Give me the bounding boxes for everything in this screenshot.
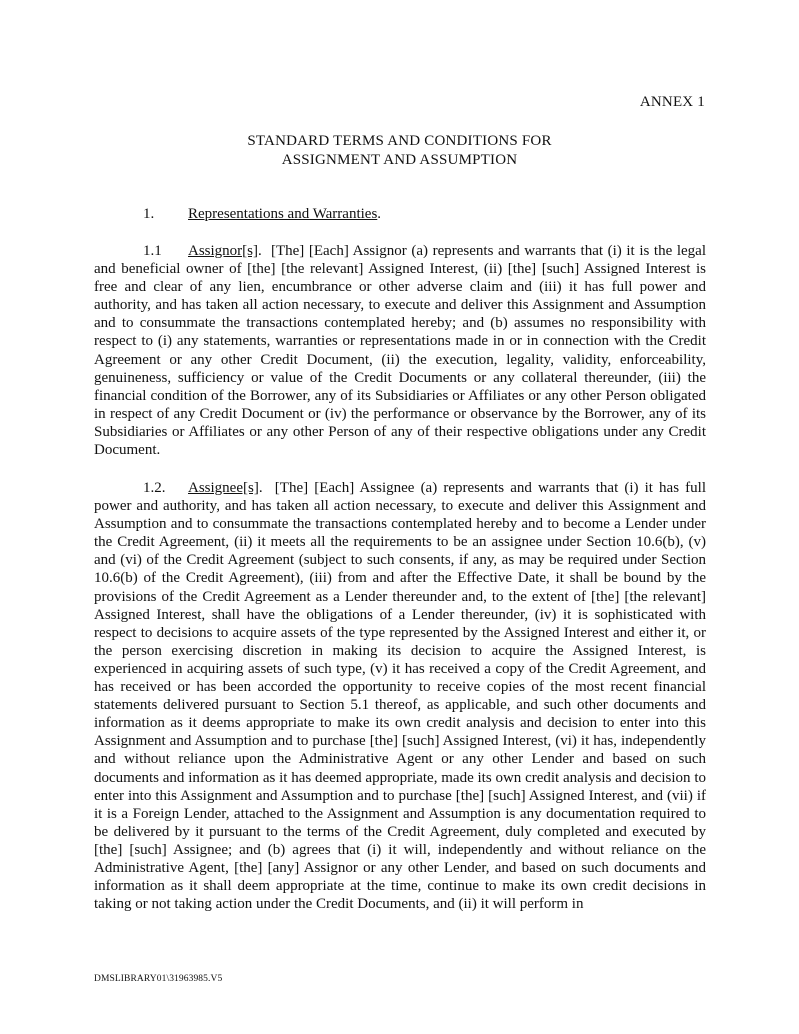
paragraph-1-1 (94, 242, 706, 459)
section-1-title-suffix: . (377, 206, 382, 222)
paragraph-1-2-text: [The] [Each] Assignee (a) represents and warrants that (i) it has full power and authority, and has taken all action necessary, to execute and deliver this Assignment and Assumption and to consummate the transactions contemplated hereby and to become a Lender under the Credit Agreement, (ii) it meets all the requirements to be an assignee under Section 10.6(b), (v) and (vi) of the Credit Agreement (subject to such consents, if any, as may be required under Section 10.6(b) of the Credit Agreement), (iii) from and after the Effective Date, it shall be bound by the provisions of the Credit Agreement as a Lender thereunder and, to the extent of [the] [the relevant] Assigned Interest, shall have the obligations of a Lender thereunder, (iv) it is sophisticated with respect to decisions to acquire assets of the type represented by the Assigned Interest and either it, or the person exercising discretion in making its decision to acquire the Assigned Interest, is experienced in acquiring assets of such type, (v) it has received a copy of the Credit Agreement, and has received or has been accorded the opportunity to receive copies of the most recent financial statements delivered pursuant to Section 5.1 thereof, as applicable, and such other documents and information as it deems appropriate to make its own credit analysis and decision to enter into this Assignment and Assumption and to purchase [the] [such] Assigned Interest, (vi) it has, independently and without reliance upon the Administrative Agent or any other Lender and based on such documents and information as it has deemed appropriate, made its own credit analysis and decision to enter into this Assignment and Assumption and to purchase [the] [such] Assigned Interest, and (vii) if it is a Foreign Lender, attached to the Assignment and Assumption is any documentation required to be delivered by it pursuant to the terms of the Credit Agreement, duly completed and executed by [the] [such] Assignee; and (b) agrees that (i) it will, independently and without reliance on the Administrative Agent, [the] [any] Assignor or any other Lender, and based on such documents and information as it shall deem appropriate at the time, continue to make its own credit decisions in taking or not taking action under the Credit Documents, and (ii) it will perform in (94, 480, 706, 913)
paragraph-1-1-text: [The] [Each] Assignor (a) represents and warrants that (i) it is the legal and beneficial owner of [the] [the relevant] Assigned Interest, (ii) [the] [such] Assigned Interest is free and clear of any lien, encumbrance or other adverse claim and (iii) it has full power and authority, and has taken all action necessary, to execute and deliver this Assignment and Assumption and to consummate the transactions contemplated hereby; and (b) assumes no responsibility with respect to (i) any statements, warranties or representations made in or in connection with the Credit Agreement or any other Credit Document, (ii) the execution, legality, validity, enforceability, genuineness, sufficiency or value of the Credit Documents or any collateral thereunder, (iii) the financial condition of the Borrower, any of its Subsidiaries or Affiliates or any other Person obligated in respect of any Credit Document or (iv) the performance or observance by the Borrower, any of its Subsidiaries or Affiliates or any other Person of any of their respective obligations under any Credit Document. (94, 243, 706, 459)
section-1-number: 1. (143, 206, 155, 222)
annex-label: ANNEX 1 (639, 94, 705, 110)
paragraph-1-1-heading: Assignor[s] (188, 243, 258, 259)
document-title (0, 132, 799, 170)
title-line-1: STANDARD TERMS AND CONDITIONS FOR (247, 133, 552, 149)
paragraph-1-2-heading-suffix: . (258, 480, 263, 496)
paragraph-1-2-heading: Assignee[s] (188, 480, 259, 496)
title-line-2: ASSIGNMENT AND ASSUMPTION (281, 152, 518, 168)
section-1-heading (143, 206, 381, 223)
paragraph-1-1-heading-suffix: . (258, 243, 262, 259)
paragraph-1-2 (94, 479, 706, 913)
paragraph-1-2-number: 1.2. (143, 480, 166, 496)
document-footer-id: DMSLIBRARY01\31963985.V5 (94, 974, 223, 984)
paragraph-1-1-number: 1.1 (143, 243, 162, 259)
section-1-title: Representations and Warranties (188, 206, 378, 222)
